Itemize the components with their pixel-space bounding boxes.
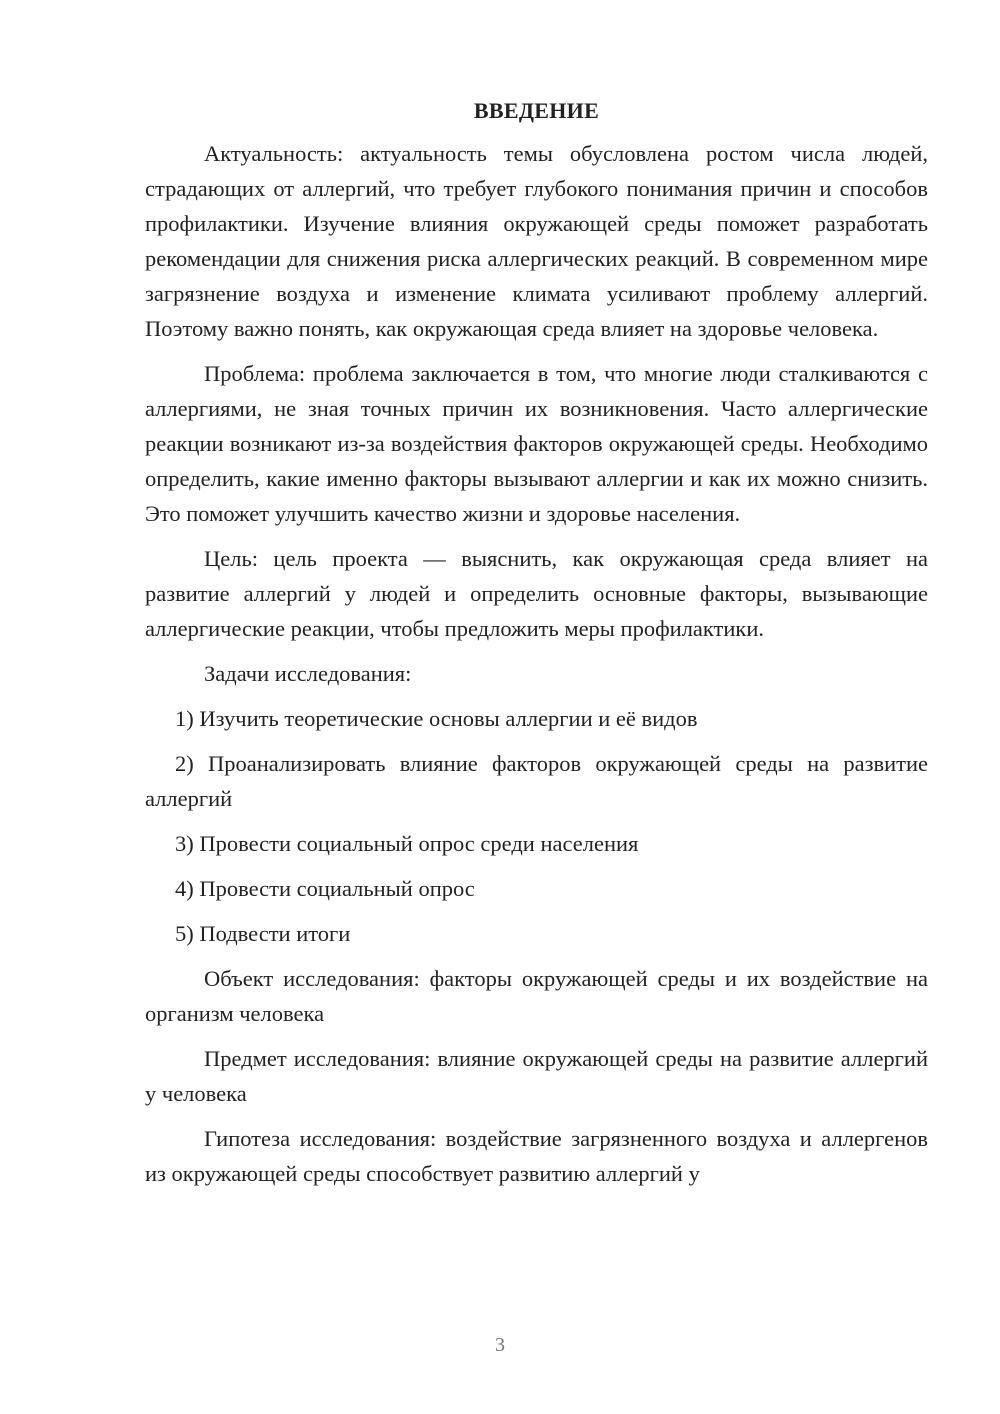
paragraph-subject: Предмет исследования: влияние окружающей среды на развитие аллергий у человека <box>145 1046 928 1106</box>
paragraph-object: Объект исследования: факторы окружающей среды и их воздействие на организм человека <box>145 966 928 1026</box>
task-item-5: 5) Подвести итоги <box>175 921 351 946</box>
page-content <box>145 96 928 1201</box>
task-item-2: 2) Проанализировать влияние факторов окружающей среды на развитие аллергий <box>145 751 928 811</box>
task-item-4: 4) Провести социальный опрос <box>175 876 475 901</box>
tasks-intro: Задачи исследования: <box>204 661 412 686</box>
paragraph-problem: Проблема: проблема заключается в том, что многие люди сталкиваются с аллергиями, не зная точных причин их возникновения. Часто аллергические реакции возникают из-за воздействия факторов окружающей среды. Необходимо определить, какие именно факторы вызывают аллергии и как их можно снизить. Это поможет улучшить качество жизни и здоровье населения. <box>145 361 928 526</box>
page-heading: ВВЕДЕНИЕ <box>473 98 600 123</box>
paragraph-relevance: Актуальность: актуальность темы обусловлена ростом числа людей, страдающих от аллергий, что требует глубокого понимания причин и способов профилактики. Изучение влияния окружающей среды поможет разработать рекомендации для снижения риска аллергических реакций. В современном мире загрязнение воздуха и изменение климата усиливают проблему аллергий. Поэтому важно понять, как окружающая среда влияет на здоровье человека. <box>145 141 928 341</box>
task-item-1: 1) Изучить теоретические основы аллергии и её видов <box>175 706 698 731</box>
page-number: 3 <box>495 1334 505 1356</box>
paragraph-hypothesis: Гипотеза исследования: воздействие загрязненного воздуха и аллергенов из окружающей среды способствует развитию аллергий у <box>145 1126 928 1186</box>
paragraph-goal: Цель: цель проекта — выяснить, как окружающая среда влияет на развитие аллергий у людей и определить основные факторы, вызывающие аллергические реакции, чтобы предложить меры профилактики. <box>145 546 928 641</box>
task-item-3: 3) Провести социальный опрос среди населения <box>175 831 639 856</box>
